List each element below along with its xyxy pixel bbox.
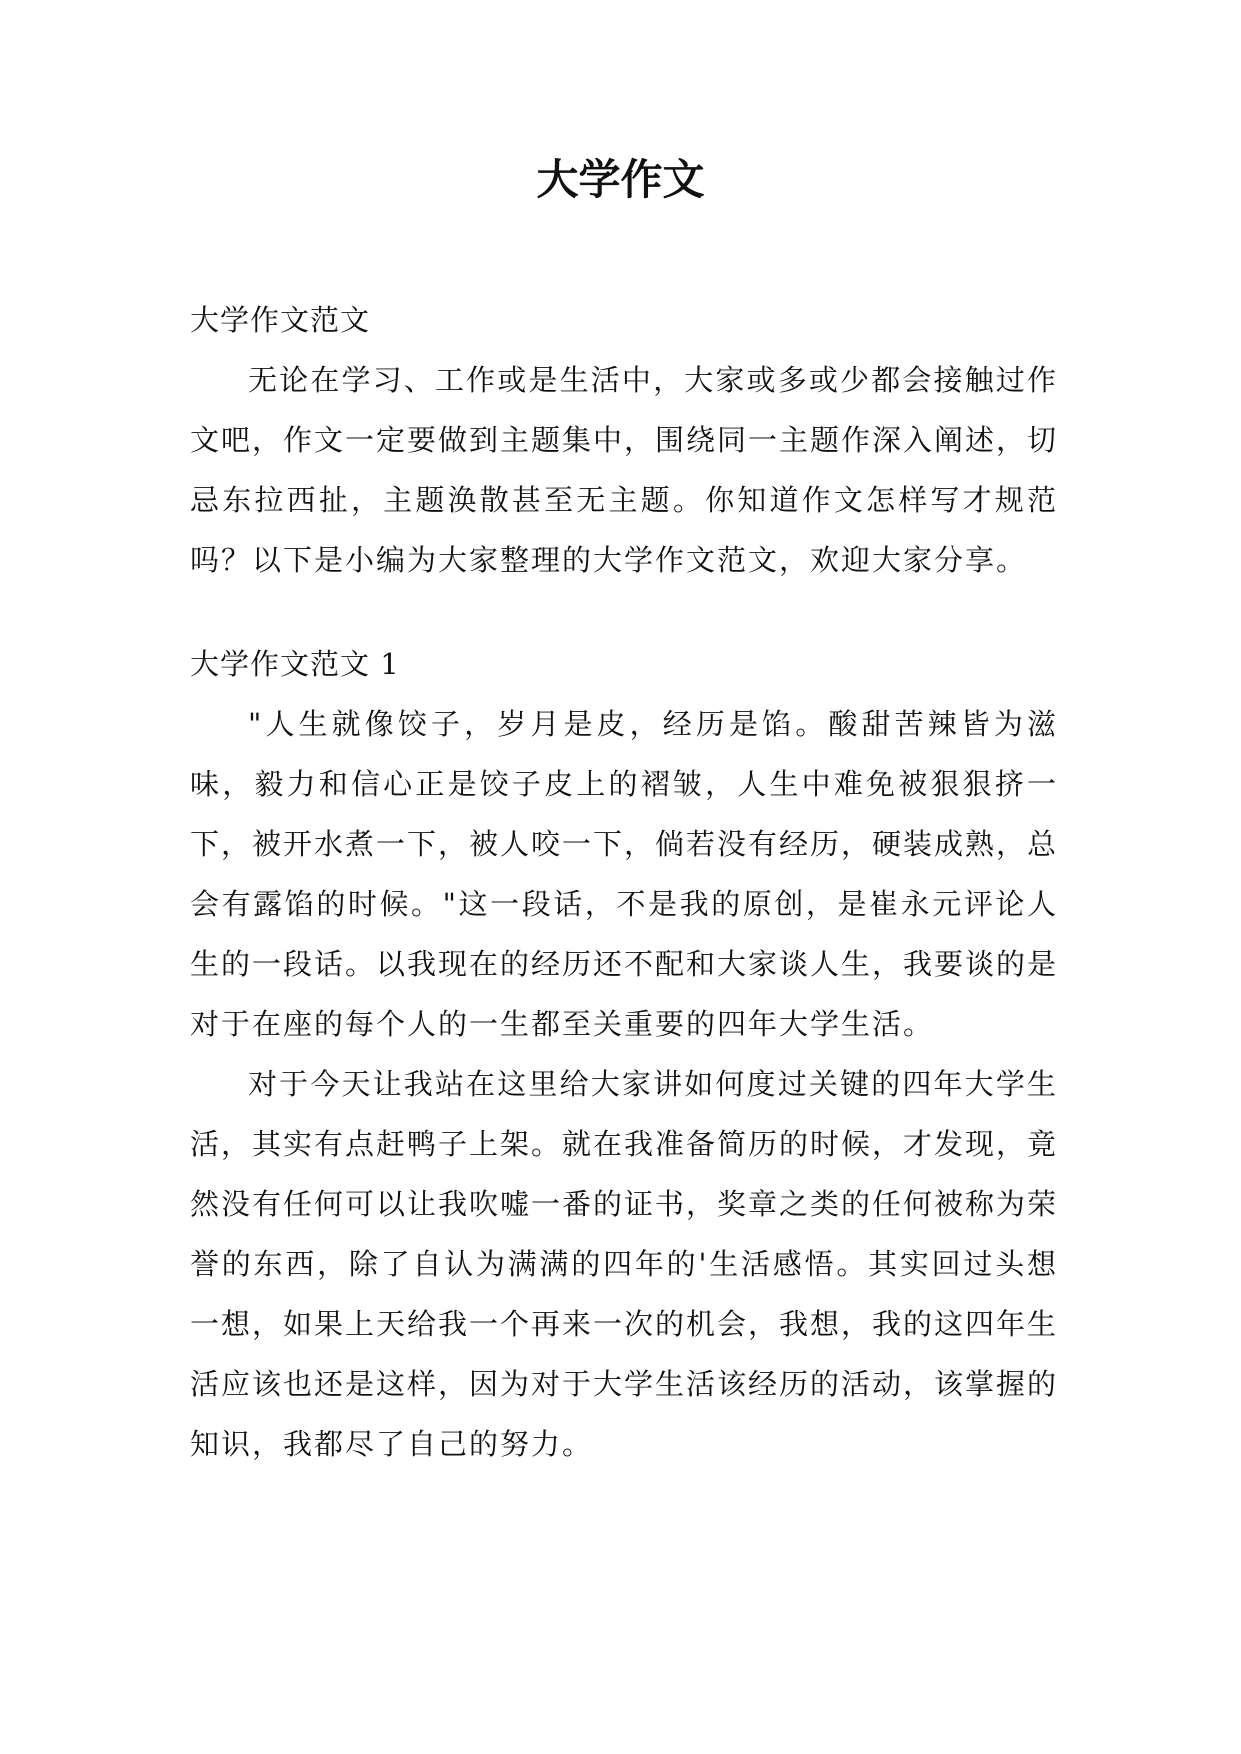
section-heading: 大学作文范文 (190, 303, 371, 337)
intro-paragraph: 无论在学习、工作或是生活中，大家或多或少都会接触过作文吧，作文一定要做到主题集中，围绕同一主题作深入阐述，切忌东拉西扯，主题涣散甚至无主题。你知道作文怎样写才规范吗？以下是小编为大家整理的大学作文范文，欢迎大家分享。 (190, 363, 1059, 577)
section-spacer (190, 590, 1058, 634)
document-title: 大学作文 (536, 155, 705, 204)
document-body (190, 290, 1058, 1474)
essay-paragraph: "人生就像饺子，岁月是皮，经历是馅。酸甜苦辣皆为滋味，毅力和信心正是饺子皮上的褶皱，人生中难免被狠狠挤一下，被开水煮一下，被人咬一下，倘若没有经历，硬装成熟，总会有露馅的时候。"这一段话，不是我的原创，是崔永元评论人生的一段话。以我现在的经历还不配和大家谈人生，我要谈的是对于在座的每个人的一生都至关重要的四年大学生活。 (190, 707, 1059, 1041)
essay-paragraph: 对于今天让我站在这里给大家讲如何度过关键的四年大学生活，其实有点赶鸭子上架。就在我准备简历的时候，才发现，竟然没有任何可以让我吹嘘一番的证书，奖章之类的任何被称为荣誉的东西，除了自认为满满的四年的'生活感悟。其实回过头想一想，如果上天给我一个再来一次的机会，我想，我的这四年生活应该也还是这样，因为对于大学生活该经历的活动，该掌握的知识，我都尽了自己的努力。 (190, 1067, 1059, 1461)
section-essay-1 (190, 634, 1058, 1474)
section-intro (190, 290, 1058, 590)
section-heading: 大学作文范文 1 (190, 647, 400, 681)
